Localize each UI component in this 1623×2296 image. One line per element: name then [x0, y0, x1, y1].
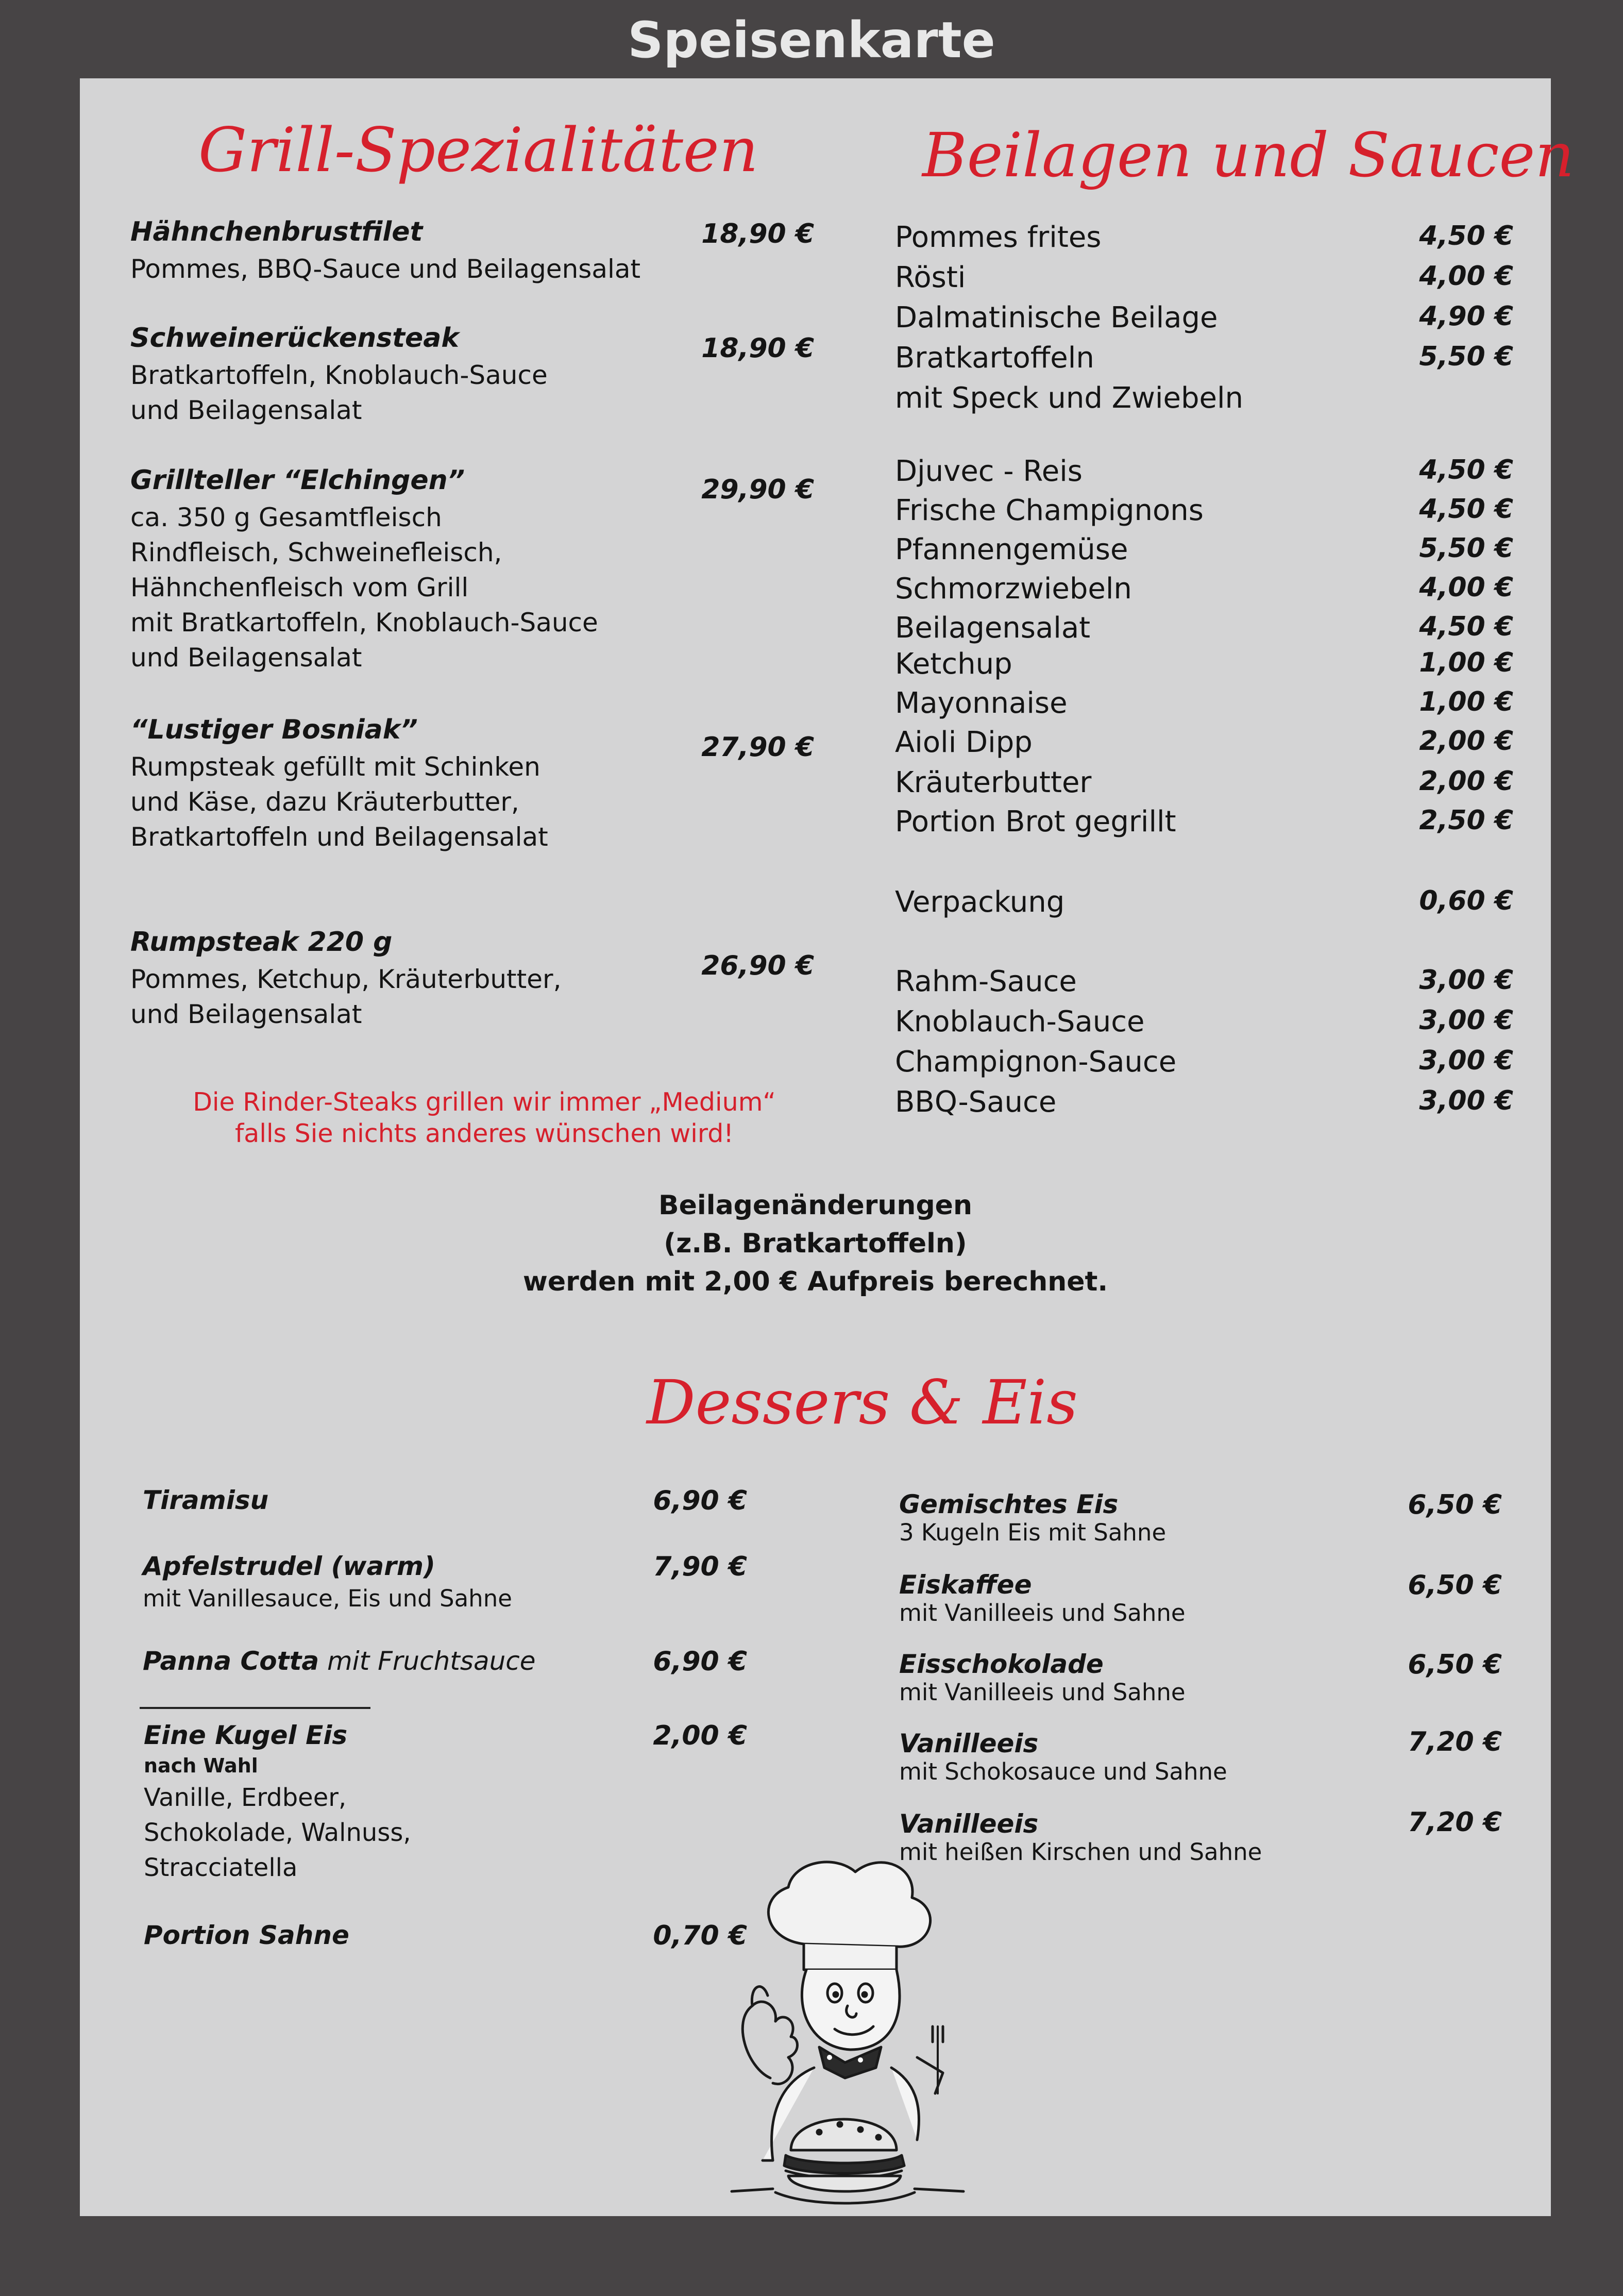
side-name: Rösti: [895, 261, 966, 294]
side-price: 4,50 €: [1419, 221, 1513, 252]
dessert-price: 0,70 €: [653, 1920, 747, 1951]
side-price: 3,00 €: [1419, 965, 1513, 996]
side-name: Rahm-Sauce: [895, 965, 1077, 998]
side-row: [895, 572, 1513, 612]
side-row: [895, 381, 1513, 422]
side-row: [895, 494, 1513, 534]
steak-note-line: falls Sie nichts anderes wünschen wird!: [235, 1119, 734, 1148]
sides-heading: Beilagen und Saucen: [922, 120, 1575, 191]
side-name: Knoblauch-Sauce: [895, 1005, 1145, 1038]
item-desc: Hähnchenfleisch vom Grill: [130, 573, 469, 602]
side-name: Schmorzwiebeln: [895, 572, 1132, 606]
side-row: [895, 611, 1513, 651]
dessert-name: Eine Kugel Eis: [144, 1720, 348, 1750]
dessert-name: Eisschokolade: [899, 1649, 1104, 1679]
item-desc: mit Bratkartoffeln, Knoblauch-Sauce: [130, 608, 598, 638]
item-desc: Rindfleisch, Schweinefleisch,: [130, 538, 502, 567]
item-desc: Pommes, BBQ-Sauce und Beilagensalat: [130, 254, 641, 284]
side-price: 2,50 €: [1419, 805, 1513, 836]
dessert-price: 6,50 €: [1408, 1489, 1502, 1520]
side-name: Frische Champignons: [895, 494, 1204, 527]
item-desc: Rumpsteak gefüllt mit Schinken: [130, 752, 540, 782]
dessert-note: nach Wahl: [144, 1754, 258, 1777]
side-price: 4,50 €: [1419, 455, 1513, 485]
dessert-name: Vanilleeis: [899, 1729, 1039, 1758]
item-price: 18,90 €: [701, 333, 814, 364]
side-row: [895, 647, 1513, 688]
dessert-price: 6,90 €: [653, 1485, 747, 1516]
dessert-desc: mit Vanillesauce, Eis und Sahne: [143, 1585, 512, 1612]
side-price: 1,00 €: [1419, 686, 1513, 717]
dessert-name: Tiramisu: [143, 1485, 269, 1515]
item-name: Rumpsteak 220 g: [130, 927, 393, 958]
dessert-price: 6,50 €: [1408, 1649, 1502, 1680]
dessert-price: 7,20 €: [1408, 1807, 1502, 1838]
dessert-suffix: mit Fruchtsauce: [319, 1646, 536, 1676]
side-price: 1,00 €: [1419, 647, 1513, 678]
divider: [140, 1707, 370, 1709]
item-desc: und Beilagensalat: [130, 643, 362, 673]
item-desc: Pommes, Ketchup, Kräuterbutter,: [130, 964, 562, 994]
side-name: Aioli Dipp: [895, 726, 1033, 759]
side-name: Dalmatinische Beilage: [895, 301, 1218, 334]
side-name: Pommes frites: [895, 221, 1102, 254]
item-desc: Bratkartoffeln und Beilagensalat: [130, 822, 548, 852]
side-name: Bratkartoffeln: [895, 341, 1094, 375]
side-row: [895, 1045, 1513, 1085]
changes-line: Beilagenänderungen: [658, 1190, 972, 1221]
item-price: 29,90 €: [701, 474, 814, 505]
dessert-price: 6,50 €: [1408, 1570, 1502, 1601]
side-row: [895, 766, 1513, 806]
side-row: [895, 885, 1513, 926]
dessert-name: Portion Sahne: [144, 1920, 349, 1950]
side-row: [895, 301, 1513, 341]
side-price: 3,00 €: [1419, 1005, 1513, 1036]
side-name: Ketchup: [895, 647, 1012, 681]
dessert-desc: mit heißen Kirschen und Sahne: [899, 1838, 1262, 1866]
page-title: Speisenkarte: [628, 11, 995, 69]
side-row: [895, 965, 1513, 1005]
dessert-desc: Schokolade, Walnuss,: [144, 1818, 411, 1847]
item-name: Hähnchenbrustfilet: [130, 216, 423, 247]
dessert-price: 7,20 €: [1408, 1727, 1502, 1757]
side-price: 3,00 €: [1419, 1045, 1513, 1076]
steak-note: [116, 1087, 853, 1148]
side-price: 4,00 €: [1419, 261, 1513, 292]
menu-panel: [80, 78, 1575, 2216]
side-name: Mayonnaise: [895, 686, 1068, 720]
dessert-desc: Stracciatella: [144, 1853, 298, 1882]
side-price: 4,00 €: [1419, 572, 1513, 603]
item-name: “Lustiger Bosniak”: [130, 714, 418, 745]
item-desc: Bratkartoffeln, Knoblauch-Sauce: [130, 360, 548, 390]
dessert-desc: 3 Kugeln Eis mit Sahne: [899, 1519, 1166, 1546]
side-price: 4,50 €: [1419, 611, 1513, 642]
grill-heading: Grill-Spezialitäten: [198, 114, 758, 186]
item-desc: ca. 350 g Gesamtfleisch: [130, 502, 442, 532]
dessert-desc: mit Vanilleeis und Sahne: [899, 1679, 1186, 1706]
side-name: mit Speck und Zwiebeln: [895, 381, 1243, 415]
side-price: 2,00 €: [1419, 726, 1513, 757]
side-row: [895, 221, 1513, 261]
side-row: [895, 686, 1513, 727]
side-price: 5,50 €: [1419, 341, 1513, 372]
dessert-name: Vanilleeis: [899, 1809, 1039, 1839]
steak-note-line: Die Rinder-Steaks grillen wir immer „Medium“: [193, 1087, 776, 1117]
side-row: [895, 1005, 1513, 1045]
item-price: 18,90 €: [701, 219, 814, 249]
dessert-desc: mit Schokosauce und Sahne: [899, 1758, 1227, 1785]
changes-line: (z.B. Bratkartoffeln): [664, 1228, 967, 1259]
dessert-name: Panna Cotta: [143, 1646, 319, 1676]
dessert-name: Eiskaffee: [899, 1570, 1032, 1600]
dessert-desc: mit Vanilleeis und Sahne: [899, 1599, 1186, 1627]
side-name: Verpackung: [895, 885, 1065, 919]
dessert-price: 7,90 €: [653, 1551, 747, 1582]
dessert-price: 6,90 €: [653, 1646, 747, 1677]
chef-illustration: [675, 1851, 1015, 2207]
side-price: 0,60 €: [1419, 885, 1513, 916]
side-price: 4,90 €: [1419, 301, 1513, 332]
item-price: 27,90 €: [701, 732, 814, 763]
side-name: Beilagensalat: [895, 611, 1091, 645]
item-name: Grillteller “Elchingen”: [130, 465, 465, 496]
dessert-name: Apfelstrudel (warm): [143, 1551, 435, 1581]
item-desc: und Käse, dazu Kräuterbutter,: [130, 787, 519, 817]
side-name: Kräuterbutter: [895, 766, 1092, 799]
side-changes-note: [80, 1186, 1551, 1301]
side-price: 2,00 €: [1419, 766, 1513, 797]
side-row: [895, 726, 1513, 766]
side-name: Pfannengemüse: [895, 533, 1128, 566]
side-row: [895, 1085, 1513, 1126]
side-row: [895, 455, 1513, 495]
side-name: Djuvec - Reis: [895, 455, 1083, 488]
side-row: [895, 261, 1513, 301]
item-price: 26,90 €: [701, 950, 814, 981]
side-name: BBQ-Sauce: [895, 1085, 1057, 1119]
side-row: [895, 341, 1513, 381]
dessert-name: Gemischtes Eis: [899, 1489, 1119, 1519]
side-row: [895, 805, 1513, 845]
changes-line: werden mit 2,00 € Aufpreis berechnet.: [522, 1266, 1108, 1297]
side-name: Portion Brot gegrillt: [895, 805, 1176, 839]
side-price: 5,50 €: [1419, 533, 1513, 564]
item-name: Schweinerückensteak: [130, 323, 459, 354]
desserts-heading: Dessers & Eis: [647, 1367, 1078, 1438]
item-desc: und Beilagensalat: [130, 999, 362, 1029]
item-desc: und Beilagensalat: [130, 395, 362, 425]
side-price: 3,00 €: [1419, 1085, 1513, 1116]
side-name: Champignon-Sauce: [895, 1045, 1177, 1079]
dessert-name-line: [143, 1646, 536, 1676]
dessert-price: 2,00 €: [653, 1720, 747, 1751]
side-price: 4,50 €: [1419, 494, 1513, 525]
side-row: [895, 533, 1513, 573]
dessert-desc: Vanille, Erdbeer,: [144, 1783, 347, 1812]
